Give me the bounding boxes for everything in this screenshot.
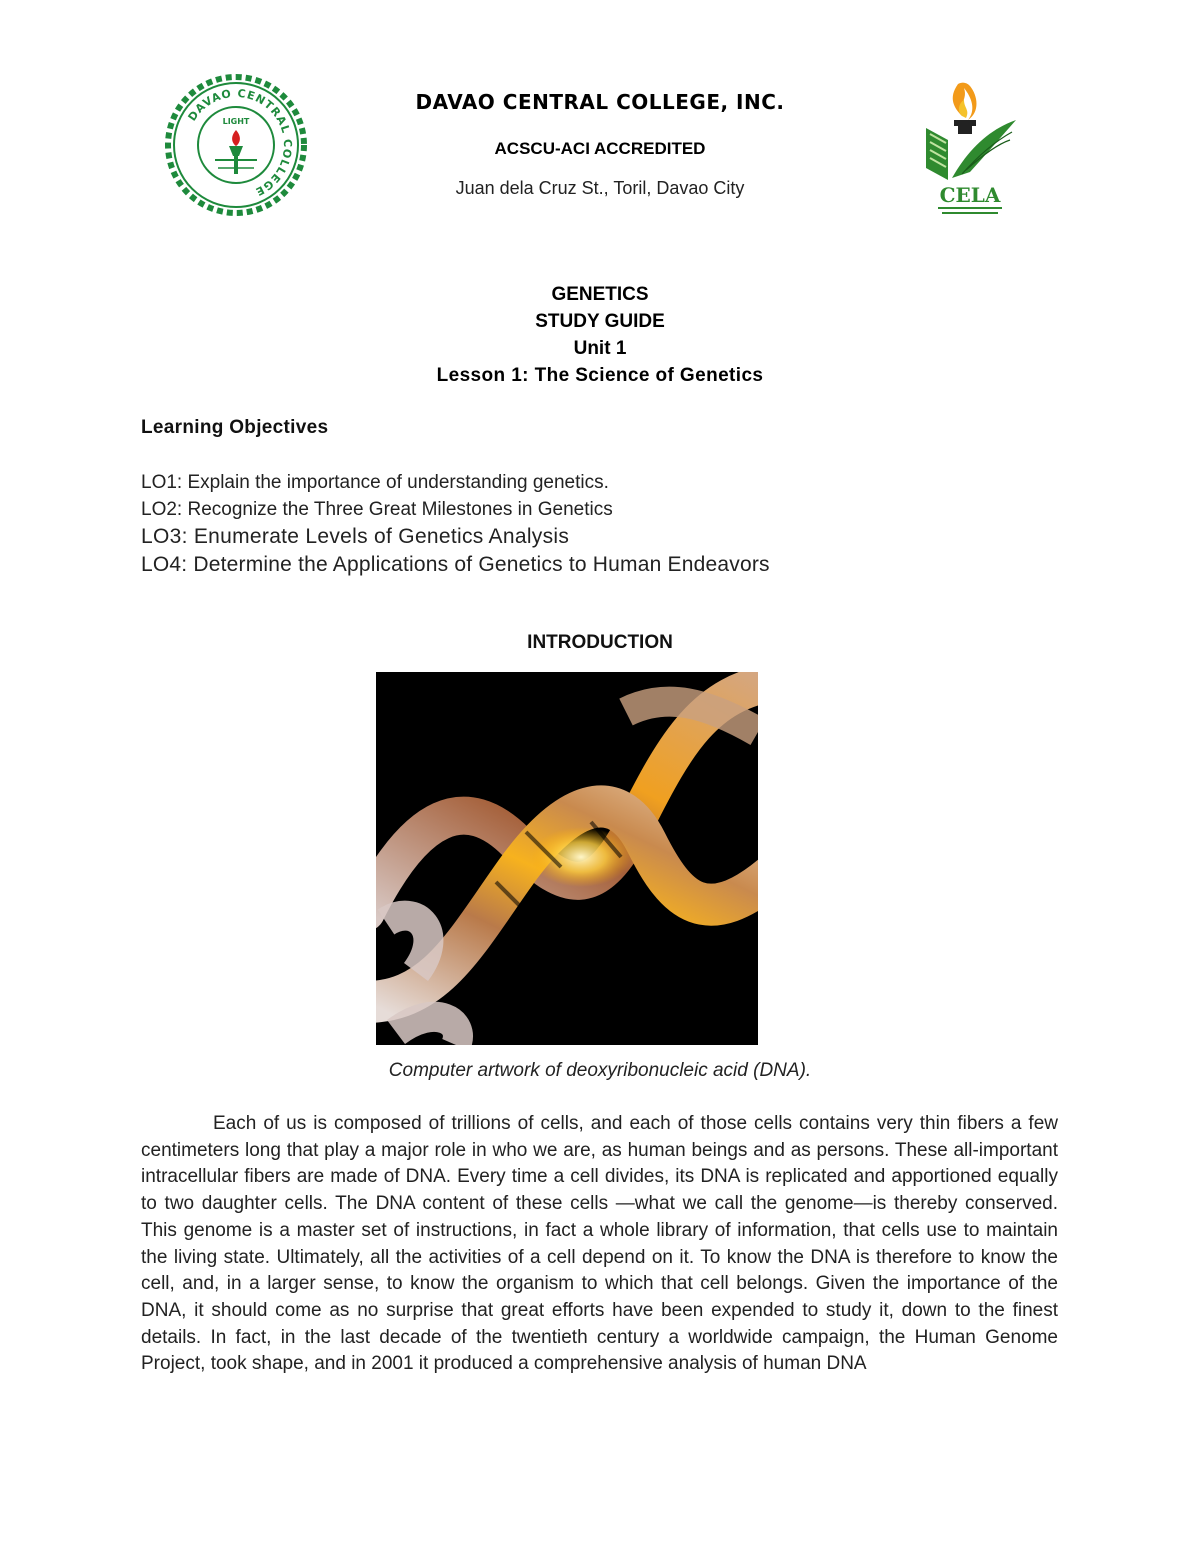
unit-title: Unit 1 (573, 338, 627, 359)
document-titles (0, 281, 1200, 389)
dna-double-helix-icon (376, 672, 758, 1045)
learning-objectives-heading: Learning Objectives (141, 417, 329, 438)
lesson-title: Lesson 1: The Science of Genetics (436, 365, 764, 386)
address: Juan dela Cruz St., Toril, Davao City (455, 178, 745, 198)
learning-objective-item: LO4: Determine the Applications of Genetics to Human Endeavors (141, 553, 770, 576)
seal-ring-text: DAVAO CENTRAL COLLEGE (185, 86, 295, 199)
seal-motto: LIGHT (222, 117, 250, 126)
learning-objective-item: LO3: Enumerate Levels of Genetics Analysis (141, 525, 570, 548)
learning-objective-item: LO2: Recognize the Three Great Milestones in Genetics (141, 499, 613, 520)
introduction-heading: INTRODUCTION (527, 632, 673, 653)
learning-objective-item: LO1: Explain the importance of understanding genetics. (141, 472, 609, 493)
figure-caption: Computer artwork of deoxyribonucleic acid (DNA). (388, 1060, 812, 1081)
subject-title: GENETICS (551, 284, 649, 305)
learning-objectives-list (141, 469, 770, 579)
doc-type-title: STUDY GUIDE (535, 311, 665, 332)
institution-name: DAVAO CENTRAL COLLEGE, INC. (415, 90, 785, 114)
accreditation: ACSCU-ACI ACCREDITED (494, 139, 706, 158)
cela-logo-text: CELA (939, 183, 1001, 207)
cela-logo-icon (918, 80, 1022, 220)
introduction-paragraph: Each of us is composed of trillions of cells, and each of those cells contains very thin fibers a few centimeters long that play a major role in who we are, as human beings and as persons. These all-important intracellular fibers are made of DNA. Every time a cell divides, its DNA is replicated and apportioned equally to two daughter cells. The DNA content of these cells —what we call the genome—is thereby conserved. This genome is a master set of instructions, in fact a whole library of information, that cells use to maintain the living state. Ultimately, all the activities of a cell depend on it. To know the DNA is therefore to know the cell, and, in a larger sense, to know the organism to which that cell belongs. Given the importance of the DNA, it should come as no surprise that great efforts have been expended to study it, down to the finest details. In fact, in the last decade of the twentieth century a worldwide campaign, the Human Genome Project, took shape, and in 2001 it produced a comprehensive analysis of human DNA (141, 1113, 1058, 1375)
